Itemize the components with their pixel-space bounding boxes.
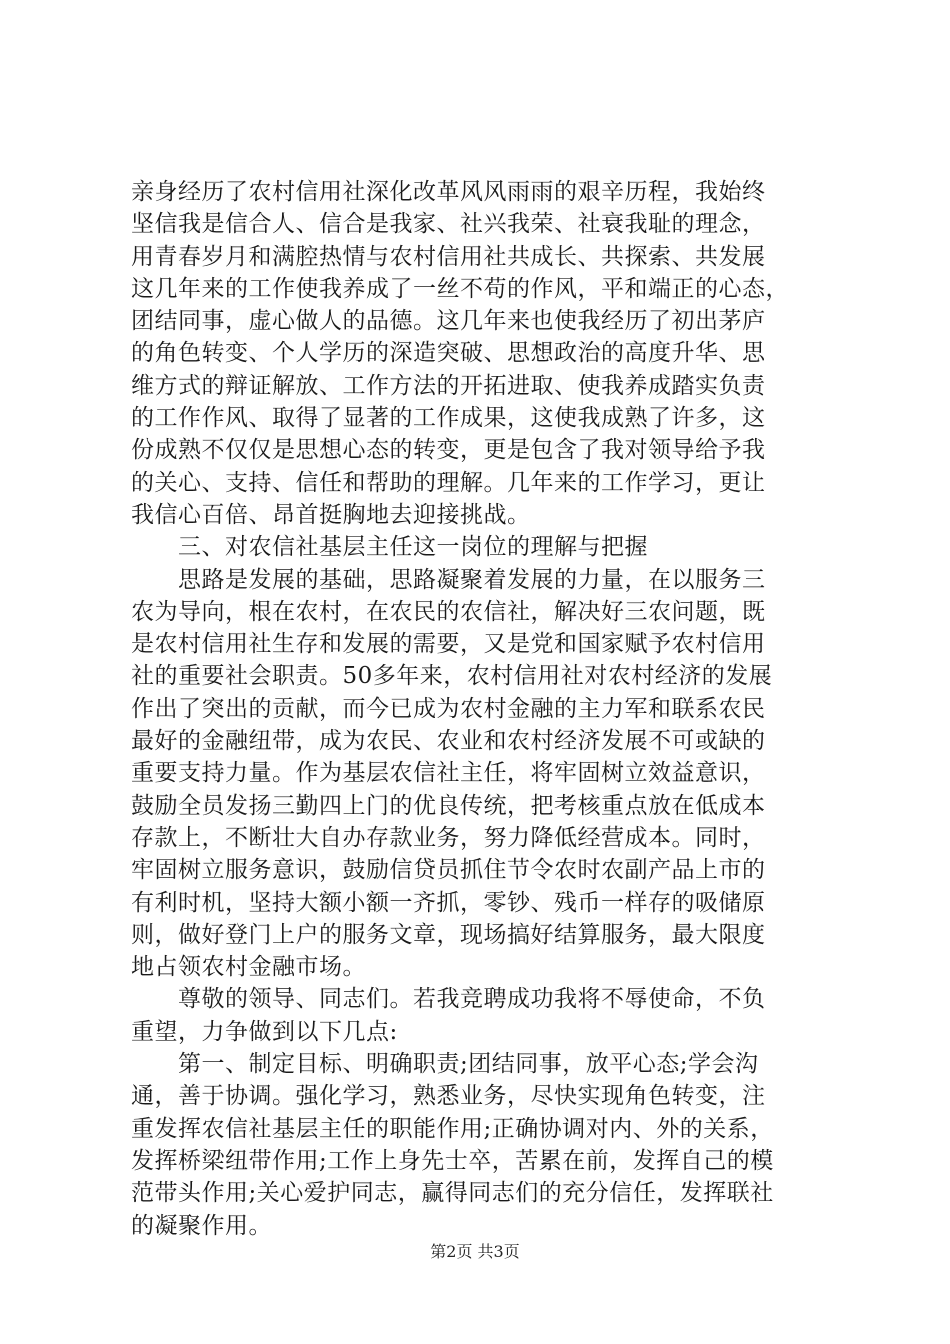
- text-line: 农为导向，根在农村，在农民的农信社，解决好三农问题，既: [131, 598, 766, 625]
- text-line: 重望，力争做到以下几点:: [131, 1018, 398, 1045]
- text-line: 份成熟不仅仅是思想心态的转变，更是包含了我对领导给予我: [131, 437, 766, 464]
- text-line: 是农村信用社生存和发展的需要，又是党和国家赋予农村信用: [131, 631, 766, 658]
- text-line: 则，做好登门上户的服务文章，现场搞好结算服务，最大限度: [131, 921, 766, 948]
- page-footer: 第2页 共3页: [430, 1242, 520, 1261]
- text-line: 尊敬的领导、同志们。若我竞聘成功我将不辱使命，不负: [131, 986, 766, 1013]
- text-line: 用青春岁月和满腔热情与农村信用社共成长、共探索、共发展: [131, 243, 766, 270]
- text-line: 通，善于协调。强化学习，熟悉业务，尽快实现角色转变，注: [131, 1083, 766, 1110]
- text-line: 最好的金融纽带，成为农民、农业和农村经济发展不可或缺的: [131, 728, 766, 755]
- text-line: 的工作作风、取得了显著的工作成果，这使我成熟了许多，这: [131, 405, 766, 432]
- text-line: 团结同事，虚心做人的品德。这几年来也使我经历了初出茅庐: [131, 308, 766, 335]
- text-line: 有利时机，坚持大额小额一齐抓，零钞、残币一样存的吸储原: [131, 889, 766, 916]
- text-line: 维方式的辩证解放、工作方法的开拓进取、使我养成踏实负责: [131, 372, 766, 399]
- text-line: 坚信我是信合人、信合是我家、社兴我荣、社衰我耻的理念，: [131, 211, 766, 238]
- text-line: 发挥桥梁纽带作用;工作上身先士卒，苦累在前，发挥自己的模: [131, 1147, 774, 1174]
- text-line: 第一、制定目标、明确职责;团结同事，放平心态;学会沟: [131, 1051, 759, 1078]
- text-line: 地占领农村金融市场。: [131, 954, 366, 981]
- text-line: 重要支持力量。作为基层农信社主任，将牢固树立效益意识，: [131, 760, 766, 787]
- text-line: 范带头作用;关心爱护同志，赢得同志们的充分信任，发挥联社: [131, 1180, 774, 1207]
- text-line: 这几年来的工作使我养成了一丝不苟的作风，平和端正的心态，: [131, 275, 789, 302]
- text-line: 三、对农信社基层主任这一岗位的理解与把握: [131, 534, 648, 561]
- text-line: 重发挥农信社基层主任的职能作用;正确协调对内、外的关系，: [131, 1115, 774, 1142]
- text-line: 的角色转变、个人学历的深造突破、思想政治的高度升华、思: [131, 340, 766, 367]
- text-line: 亲身经历了农村信用社深化改革风风雨雨的艰辛历程，我始终: [131, 179, 766, 205]
- text-line: 的凝聚作用。: [131, 1212, 272, 1239]
- text-line: 我信心百倍、昂首挺胸地去迎接挑战。: [131, 501, 531, 528]
- text-line: 的关心、支持、信任和帮助的理解。几年来的工作学习，更让: [131, 469, 766, 496]
- text-line: 牢固树立服务意识，鼓励信贷员抓住节令农时农副产品上市的: [131, 857, 766, 884]
- text-line: 思路是发展的基础，思路凝聚着发展的力量，在以服务三: [131, 566, 766, 593]
- text-line: 鼓励全员发扬三勤四上门的优良传统，把考核重点放在低成本: [131, 792, 766, 819]
- text-line: 社的重要社会职责。50多年来，农村信用社对农村经济的发展: [131, 663, 773, 690]
- text-line: 存款上，不断壮大自办存款业务，努力降低经营成本。同时，: [131, 824, 766, 851]
- body-text: [131, 176, 831, 1242]
- text-line: 作出了突出的贡献，而今已成为农村金融的主力军和联系农民: [131, 695, 766, 722]
